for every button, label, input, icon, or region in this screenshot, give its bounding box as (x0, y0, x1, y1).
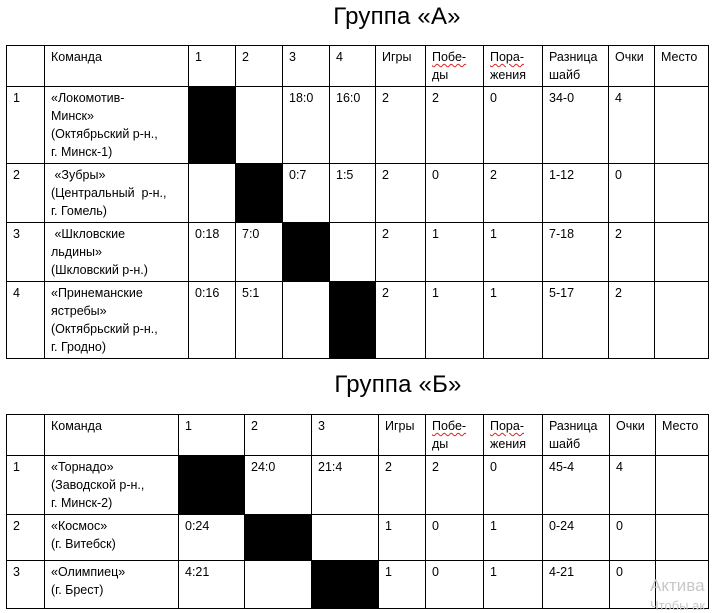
group-b-header-number (7, 415, 45, 456)
row-number: 2 (7, 515, 45, 561)
points: 2 (609, 282, 655, 359)
match-score: 5:1 (236, 282, 283, 359)
team-name (45, 561, 179, 609)
team-name-line: (г. Витебск) (51, 537, 116, 551)
match-score: 4:21 (179, 561, 245, 609)
group-b-header-goal-diff (543, 415, 610, 456)
match-score: 0:24 (179, 515, 245, 561)
row-number: 1 (7, 87, 45, 164)
points: 4 (610, 456, 656, 515)
games-played: 1 (379, 561, 426, 609)
points: 0 (609, 164, 655, 223)
header-text: Побе- (432, 50, 467, 64)
group-a-header-opponent-1 (189, 46, 236, 87)
team-name-line: льдины» (51, 245, 102, 259)
wins: 2 (426, 456, 484, 515)
self-match-blackout (312, 561, 379, 609)
games-played: 2 (376, 87, 426, 164)
self-match-blackout (283, 223, 330, 282)
match-score (312, 515, 379, 561)
team-name-line: (Октябрьский р-н., (51, 322, 158, 336)
header-text: Игры (382, 50, 412, 64)
row-number: 3 (7, 561, 45, 609)
games-played: 2 (376, 164, 426, 223)
header-text: ды (432, 68, 449, 82)
group-b-row-2 (7, 515, 709, 561)
team-name-line: (Заводской р-н., (51, 478, 145, 492)
team-name (45, 223, 189, 282)
points: 0 (610, 515, 656, 561)
team-name-line: «Космос» (51, 519, 108, 533)
header-text: жения (490, 437, 526, 451)
header-text: 1 (195, 50, 202, 64)
place (655, 282, 709, 359)
losses: 1 (484, 282, 543, 359)
goal-difference: 45-4 (543, 456, 610, 515)
losses: 1 (484, 515, 543, 561)
team-name-line: «Торнадо» (51, 460, 114, 474)
group-a-row-1 (7, 87, 709, 164)
header-text: Очки (616, 419, 645, 433)
activation-watermark-subtext: Чтобы ак (650, 598, 706, 613)
group-b-header-opponent-2 (245, 415, 312, 456)
match-score (245, 561, 312, 609)
header-text: Команда (51, 419, 102, 433)
team-name-line: «Зубры» (51, 168, 106, 182)
group-b-header-wins (426, 415, 484, 456)
group-b-row-3 (7, 561, 709, 609)
group-a-header-goal-diff (543, 46, 609, 87)
header-text: 3 (318, 419, 325, 433)
group-b-header-team (45, 415, 179, 456)
team-name-line: г. Гродно) (51, 340, 106, 354)
group-a-header-place (655, 46, 709, 87)
losses: 2 (484, 164, 543, 223)
wins: 0 (426, 561, 484, 609)
self-match-blackout (245, 515, 312, 561)
goal-difference: 5-17 (543, 282, 609, 359)
row-number: 1 (7, 456, 45, 515)
header-text: Побе- (432, 419, 467, 433)
header-text: 4 (336, 50, 343, 64)
team-name (45, 87, 189, 164)
match-score (236, 87, 283, 164)
team-name-line: г. Минск-2) (51, 496, 113, 510)
group-a-header-points (609, 46, 655, 87)
header-text: Разница (549, 419, 598, 433)
team-name-line: г. Гомель) (51, 204, 107, 218)
header-text: Пора- (490, 50, 525, 64)
self-match-blackout (179, 456, 245, 515)
team-name-line: «Принеманские (51, 286, 143, 300)
group-a-header-opponent-4 (330, 46, 376, 87)
group-b-title: Группа «Б» (334, 371, 462, 398)
place (656, 456, 709, 515)
team-name (45, 164, 189, 223)
team-name-line: «Шкловские (51, 227, 126, 241)
points: 0 (610, 561, 656, 609)
group-a-row-4 (7, 282, 709, 359)
header-text: Игры (385, 419, 415, 433)
header-text: 2 (251, 419, 258, 433)
place (655, 223, 709, 282)
header-text: 1 (185, 419, 192, 433)
header-text: шайб (549, 437, 581, 451)
team-name-line: (Шкловский р-н.) (51, 263, 148, 277)
header-text: ды (432, 437, 449, 451)
team-name-line: «Локомотив- (51, 91, 125, 105)
place (655, 164, 709, 223)
team-name-line: (г. Брест) (51, 583, 104, 597)
self-match-blackout (236, 164, 283, 223)
match-score: 16:0 (330, 87, 376, 164)
group-b-table (6, 414, 709, 609)
header-text: жения (490, 68, 526, 82)
match-score: 7:0 (236, 223, 283, 282)
team-name-line: г. Минск-1) (51, 145, 113, 159)
self-match-blackout (189, 87, 236, 164)
wins: 1 (426, 223, 484, 282)
goal-difference: 34-0 (543, 87, 609, 164)
header-text: 2 (242, 50, 249, 64)
losses: 0 (484, 456, 543, 515)
match-score: 18:0 (283, 87, 330, 164)
match-score: 1:5 (330, 164, 376, 223)
group-a-header-wins (426, 46, 484, 87)
match-score: 21:4 (312, 456, 379, 515)
group-a-header-opponent-2 (236, 46, 283, 87)
group-a-title: Группа «А» (333, 3, 461, 30)
header-text: Пора- (490, 419, 525, 433)
team-name-line: ястребы» (51, 304, 107, 318)
header-text: Место (661, 50, 698, 64)
goal-difference: 4-21 (543, 561, 610, 609)
group-a-header-opponent-3 (283, 46, 330, 87)
group-b-header-row (7, 415, 709, 456)
row-number: 4 (7, 282, 45, 359)
row-number: 3 (7, 223, 45, 282)
team-name-line: «Олимпиец» (51, 565, 126, 579)
match-score: 0:18 (189, 223, 236, 282)
team-name (45, 456, 179, 515)
header-text: Команда (51, 50, 102, 64)
group-b-header-points (610, 415, 656, 456)
points: 4 (609, 87, 655, 164)
games-played: 1 (379, 515, 426, 561)
group-b-header-losses (484, 415, 543, 456)
group-a-header-games (376, 46, 426, 87)
losses: 1 (484, 223, 543, 282)
header-text: Очки (615, 50, 644, 64)
header-text: Место (662, 419, 699, 433)
games-played: 2 (376, 223, 426, 282)
wins: 1 (426, 282, 484, 359)
team-name (45, 282, 189, 359)
games-played: 2 (376, 282, 426, 359)
match-score (283, 282, 330, 359)
match-score: 24:0 (245, 456, 312, 515)
losses: 1 (484, 561, 543, 609)
place (656, 515, 709, 561)
points: 2 (609, 223, 655, 282)
group-a-header-losses (484, 46, 543, 87)
group-b-header-opponent-1 (179, 415, 245, 456)
group-b-header-games (379, 415, 426, 456)
group-a-row-2 (7, 164, 709, 223)
row-number: 2 (7, 164, 45, 223)
group-b-header-place (656, 415, 709, 456)
team-name-line: (Октябрьский р-н., (51, 127, 158, 141)
group-b-header-opponent-3 (312, 415, 379, 456)
match-score: 0:16 (189, 282, 236, 359)
team-name-line: (Центральный р-н., (51, 186, 167, 200)
team-name (45, 515, 179, 561)
losses: 0 (484, 87, 543, 164)
group-a-header-number (7, 46, 45, 87)
group-a-table (6, 45, 709, 359)
header-text: 3 (289, 50, 296, 64)
wins: 0 (426, 164, 484, 223)
self-match-blackout (330, 282, 376, 359)
goal-difference: 7-18 (543, 223, 609, 282)
goal-difference: 1-12 (543, 164, 609, 223)
header-text: Разница (549, 50, 598, 64)
match-score (330, 223, 376, 282)
games-played: 2 (379, 456, 426, 515)
group-a-header-row (7, 46, 709, 87)
header-text: шайб (549, 68, 581, 82)
group-b-row-1 (7, 456, 709, 515)
activation-watermark: Актива (650, 576, 705, 595)
place (655, 87, 709, 164)
team-name-line: Минск» (51, 109, 94, 123)
group-a-header-team (45, 46, 189, 87)
goal-difference: 0-24 (543, 515, 610, 561)
wins: 2 (426, 87, 484, 164)
match-score: 0:7 (283, 164, 330, 223)
group-a-row-3 (7, 223, 709, 282)
wins: 0 (426, 515, 484, 561)
match-score (189, 164, 236, 223)
